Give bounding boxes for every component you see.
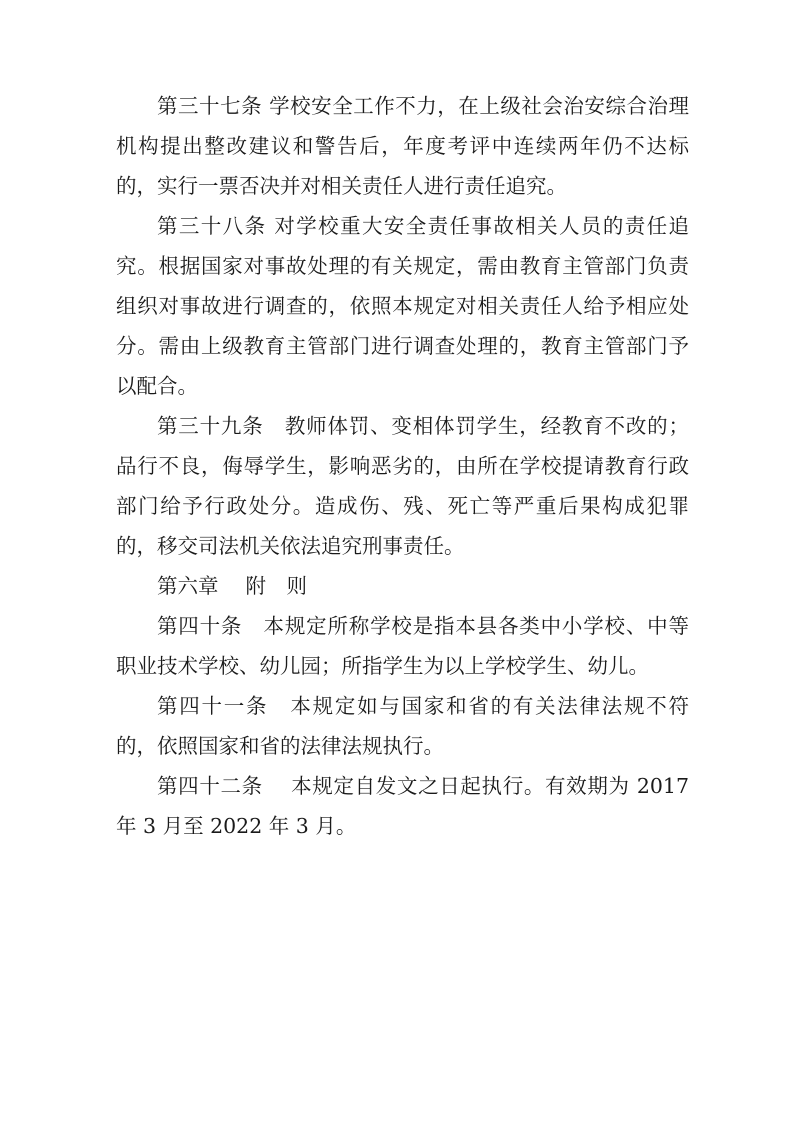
chapter-6-heading: 第六章 附 则 (157, 574, 308, 598)
article-38: 第三十八条 对学校重大安全责任事故相关人员的责任追究。根据国家对事故处理的有关规定，需由教育主管部门负责组织对事故进行调查的，依照本规定对相关责任人给予相应处分。需由上级教育主管部门进行调查处理的，教育主管部门予以配合。 (116, 214, 689, 398)
article-42: 第四十二条 本规定自发文之日起执行。有效期为 2017 年 3 月至 2022 年 3 月。 (116, 774, 689, 838)
article-40: 第四十条 本规定所称学校是指本县各类中小学校、中等职业技术学校、幼儿园；所指学生为以上学校学生、幼儿。 (116, 614, 689, 678)
document-body (116, 86, 689, 846)
article-37: 第三十七条 学校安全工作不力，在上级社会治安综合治理机构提出整改建议和警告后，年度考评中连续两年仍不达标的，实行一票否决并对相关责任人进行责任追究。 (116, 94, 689, 198)
article-39: 第三十九条 教师体罚、变相体罚学生，经教育不改的；品行不良，侮辱学生，影响恶劣的，由所在学校提请教育行政部门给予行政处分。造成伤、残、死亡等严重后果构成犯罪的，移交司法机关依法追究刑事责任。 (116, 414, 689, 558)
article-41: 第四十一条 本规定如与国家和省的有关法律法规不符的，依照国家和省的法律法规执行。 (116, 694, 689, 758)
